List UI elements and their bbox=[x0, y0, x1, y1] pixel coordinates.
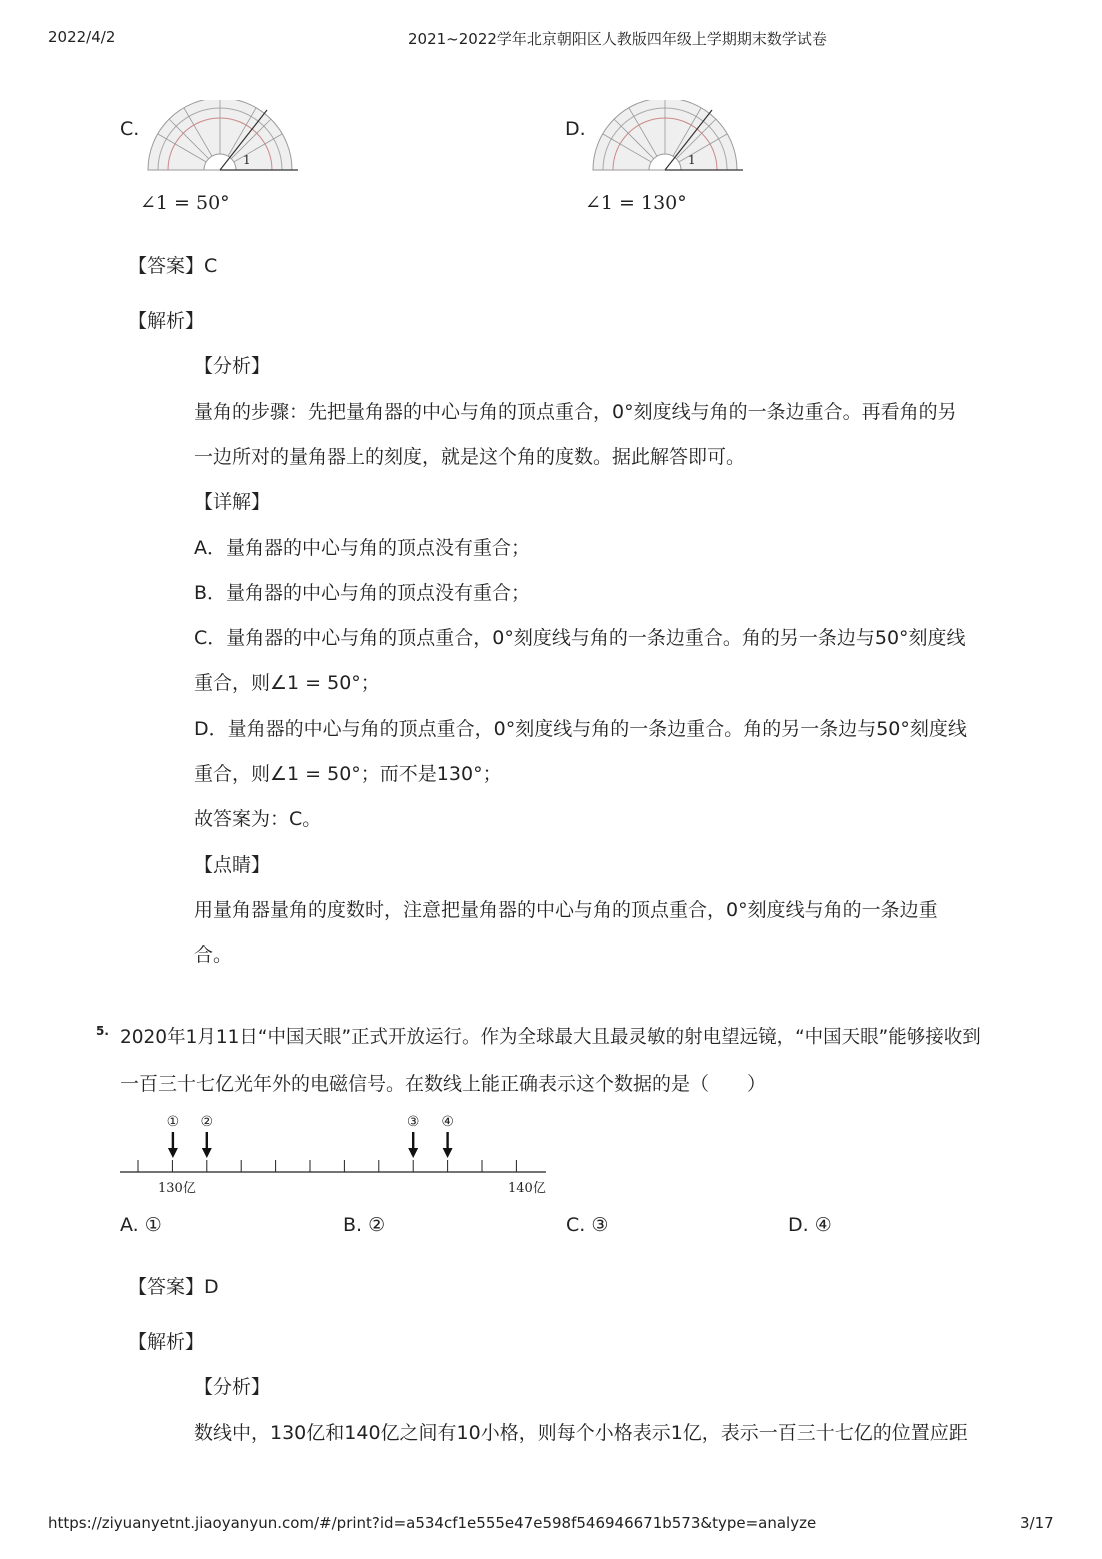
option-d: D. ④ bbox=[788, 1214, 832, 1236]
print-date: 2022/4/2 bbox=[48, 28, 116, 46]
analysis-line: 量角的步骤：先把量角器的中心与角的顶点重合，0°刻度线与角的一条边重合。再看角的另 bbox=[194, 401, 957, 423]
number-line-arrow-head bbox=[168, 1148, 178, 1158]
page-number: 3/17 bbox=[1020, 1514, 1054, 1532]
angle-mark-d: 1 bbox=[688, 153, 696, 167]
analysis-title-prev: 【解析】 bbox=[128, 310, 205, 332]
analysis-line: 故答案为：C。 bbox=[194, 808, 322, 830]
footer-url: https://ziyuanyetnt.jiaoyanyun.com/#/print?id=a534cf1e555e47e598f546946671b573&type=analyze bbox=[48, 1514, 817, 1532]
option-b: B. ② bbox=[343, 1214, 386, 1236]
number-line-figure bbox=[118, 1110, 558, 1196]
option-a: A. ① bbox=[120, 1214, 162, 1236]
option-c-label: C. bbox=[120, 118, 140, 140]
analysis-line: 【详解】 bbox=[194, 491, 271, 513]
question-stem-line: 一百三十七亿光年外的电磁信号。在数线上能正确表示这个数据的是（ ） bbox=[120, 1073, 767, 1095]
protractor-c-image bbox=[140, 100, 300, 180]
option-d-label: D. bbox=[565, 118, 586, 140]
number-line-arrow-head bbox=[408, 1148, 418, 1158]
analysis-line: C．量角器的中心与角的顶点重合，0°刻度线与角的一条边重合。角的另一条边与50°刻度线 bbox=[194, 627, 966, 649]
analysis-line: 合。 bbox=[194, 944, 233, 966]
analysis-line: 【分析】 bbox=[194, 355, 271, 377]
answer-prev: 【答案】C bbox=[128, 255, 218, 277]
analysis-line: 一边所对的量角器上的刻度，就是这个角的度数。据此解答即可。 bbox=[194, 446, 746, 468]
question-stem-line: 2020年1月11日“中国天眼”正式开放运行。作为全球最大且最灵敏的射电望远镜，“中国天眼”能够接收到 bbox=[120, 1027, 981, 1048]
number-line-arrow-head bbox=[202, 1148, 212, 1158]
document-title: 2021~2022学年北京朝阳区人教版四年级上学期期末数学试卷 bbox=[408, 30, 827, 48]
analysis-title-q5: 【解析】 bbox=[128, 1331, 205, 1353]
number-line-arrow-label: ② bbox=[200, 1114, 214, 1130]
analysis-line: 用量角器量角的度数时，注意把量角器的中心与角的顶点重合，0°刻度线与角的一条边重 bbox=[194, 899, 938, 921]
number-line-arrow-label: ① bbox=[166, 1114, 180, 1130]
angle-mark-c: 1 bbox=[243, 153, 251, 167]
analysis-line-q5: 数线中，130亿和140亿之间有10小格，则每个小格表示1亿，表示一百三十七亿的位置应距 bbox=[194, 1422, 968, 1444]
analysis-sub-q5: 【分析】 bbox=[194, 1376, 271, 1398]
option-c-caption: ∠1 = 50° bbox=[140, 192, 230, 214]
option-c: C. ③ bbox=[566, 1214, 609, 1236]
analysis-line: 重合，则∠1 = 50°；而不是130°； bbox=[194, 763, 502, 785]
protractor-d-image bbox=[585, 100, 745, 180]
analysis-line: 重合，则∠1 = 50°； bbox=[194, 672, 380, 694]
analysis-line: 【点睛】 bbox=[194, 854, 271, 876]
question-number: 5. bbox=[96, 1024, 109, 1038]
number-line-left-label: 130亿 bbox=[158, 1181, 196, 1196]
option-d-caption: ∠1 = 130° bbox=[585, 192, 687, 214]
answer-q5: 【答案】D bbox=[128, 1276, 219, 1298]
analysis-line: B．量角器的中心与角的顶点没有重合； bbox=[194, 582, 531, 604]
analysis-line: A．量角器的中心与角的顶点没有重合； bbox=[194, 537, 530, 559]
number-line-right-label: 140亿 bbox=[508, 1181, 546, 1196]
number-line-arrow-label: ③ bbox=[406, 1114, 420, 1130]
analysis-line: D．量角器的中心与角的顶点重合，0°刻度线与角的一条边重合。角的另一条边与50°刻度线 bbox=[194, 718, 967, 740]
number-line-arrow-head bbox=[443, 1148, 453, 1158]
number-line-arrow-label: ④ bbox=[441, 1114, 454, 1130]
